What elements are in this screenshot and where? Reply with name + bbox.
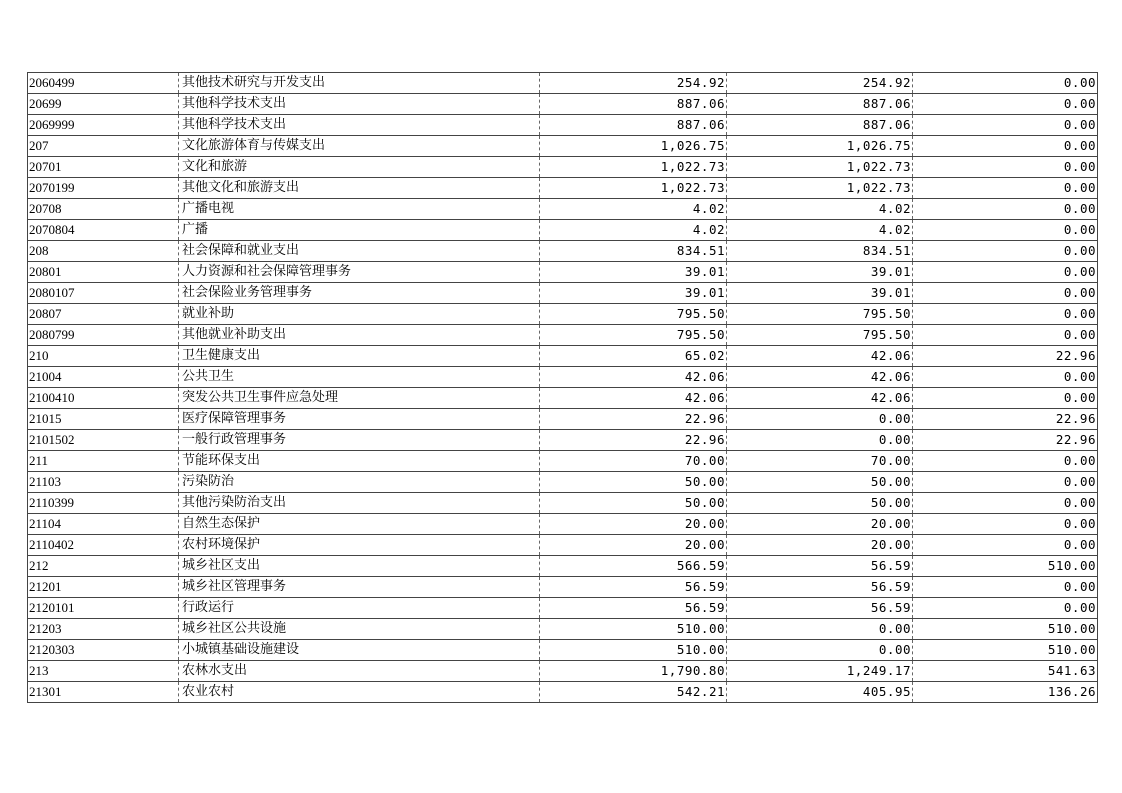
table-row xyxy=(28,430,1098,451)
cell-basic: 887.06 xyxy=(727,115,913,136)
cell-total: 22.96 xyxy=(540,409,727,430)
cell-name: 农林水支出 xyxy=(179,661,540,682)
cell-basic: 70.00 xyxy=(727,451,913,472)
cell-name: 广播电视 xyxy=(179,199,540,220)
table-row xyxy=(28,283,1098,304)
cell-project: 510.00 xyxy=(913,619,1098,640)
cell-project: 0.00 xyxy=(913,220,1098,241)
cell-total: 566.59 xyxy=(540,556,727,577)
cell-name: 城乡社区管理事务 xyxy=(179,577,540,598)
cell-code: 2070804 xyxy=(28,220,179,241)
cell-name: 其他科学技术支出 xyxy=(179,115,540,136)
cell-project: 0.00 xyxy=(913,157,1098,178)
cell-total: 56.59 xyxy=(540,598,727,619)
cell-code: 21203 xyxy=(28,619,179,640)
cell-name: 一般行政管理事务 xyxy=(179,430,540,451)
cell-total: 1,022.73 xyxy=(540,178,727,199)
cell-basic: 42.06 xyxy=(727,346,913,367)
cell-name: 其他科学技术支出 xyxy=(179,94,540,115)
cell-basic: 1,022.73 xyxy=(727,157,913,178)
cell-basic: 887.06 xyxy=(727,94,913,115)
table-row xyxy=(28,220,1098,241)
cell-code: 20708 xyxy=(28,199,179,220)
cell-code: 2120101 xyxy=(28,598,179,619)
cell-total: 834.51 xyxy=(540,241,727,262)
cell-basic: 56.59 xyxy=(727,556,913,577)
cell-name: 污染防治 xyxy=(179,472,540,493)
cell-project: 0.00 xyxy=(913,472,1098,493)
cell-basic: 1,026.75 xyxy=(727,136,913,157)
cell-total: 50.00 xyxy=(540,493,727,514)
cell-basic: 4.02 xyxy=(727,199,913,220)
table-row xyxy=(28,619,1098,640)
cell-total: 795.50 xyxy=(540,325,727,346)
cell-code: 21103 xyxy=(28,472,179,493)
cell-code: 208 xyxy=(28,241,179,262)
table-row xyxy=(28,514,1098,535)
cell-project: 0.00 xyxy=(913,367,1098,388)
cell-code: 20699 xyxy=(28,94,179,115)
cell-code: 20807 xyxy=(28,304,179,325)
cell-code: 20801 xyxy=(28,262,179,283)
cell-name: 文化和旅游 xyxy=(179,157,540,178)
cell-code: 212 xyxy=(28,556,179,577)
cell-code: 21104 xyxy=(28,514,179,535)
table-row xyxy=(28,115,1098,136)
cell-total: 4.02 xyxy=(540,199,727,220)
cell-name: 城乡社区支出 xyxy=(179,556,540,577)
table-row xyxy=(28,73,1098,94)
cell-name: 人力资源和社会保障管理事务 xyxy=(179,262,540,283)
cell-basic: 0.00 xyxy=(727,640,913,661)
table-row xyxy=(28,157,1098,178)
cell-total: 887.06 xyxy=(540,94,727,115)
table-row xyxy=(28,367,1098,388)
table-row xyxy=(28,682,1098,703)
cell-total: 510.00 xyxy=(540,640,727,661)
table-row xyxy=(28,577,1098,598)
cell-basic: 795.50 xyxy=(727,325,913,346)
cell-project: 0.00 xyxy=(913,493,1098,514)
table-row xyxy=(28,304,1098,325)
table-row xyxy=(28,136,1098,157)
cell-total: 4.02 xyxy=(540,220,727,241)
table-body xyxy=(28,73,1098,703)
cell-basic: 405.95 xyxy=(727,682,913,703)
cell-name: 其他就业补助支出 xyxy=(179,325,540,346)
expenditure-table xyxy=(27,72,1098,703)
cell-project: 22.96 xyxy=(913,409,1098,430)
cell-total: 1,790.80 xyxy=(540,661,727,682)
cell-name: 其他技术研究与开发支出 xyxy=(179,73,540,94)
cell-project: 0.00 xyxy=(913,388,1098,409)
cell-code: 20701 xyxy=(28,157,179,178)
cell-basic: 42.06 xyxy=(727,388,913,409)
cell-code: 2069999 xyxy=(28,115,179,136)
cell-total: 20.00 xyxy=(540,514,727,535)
cell-basic: 254.92 xyxy=(727,73,913,94)
cell-code: 21301 xyxy=(28,682,179,703)
cell-name: 小城镇基础设施建设 xyxy=(179,640,540,661)
cell-code: 2110399 xyxy=(28,493,179,514)
table-row xyxy=(28,94,1098,115)
cell-code: 2101502 xyxy=(28,430,179,451)
cell-code: 2110402 xyxy=(28,535,179,556)
cell-basic: 834.51 xyxy=(727,241,913,262)
cell-basic: 795.50 xyxy=(727,304,913,325)
cell-name: 其他文化和旅游支出 xyxy=(179,178,540,199)
cell-total: 22.96 xyxy=(540,430,727,451)
cell-code: 213 xyxy=(28,661,179,682)
cell-project: 0.00 xyxy=(913,241,1098,262)
cell-project: 0.00 xyxy=(913,325,1098,346)
cell-basic: 56.59 xyxy=(727,598,913,619)
cell-basic: 0.00 xyxy=(727,409,913,430)
cell-code: 2080799 xyxy=(28,325,179,346)
cell-name: 医疗保障管理事务 xyxy=(179,409,540,430)
cell-total: 65.02 xyxy=(540,346,727,367)
table-row xyxy=(28,178,1098,199)
cell-total: 1,026.75 xyxy=(540,136,727,157)
table-row xyxy=(28,661,1098,682)
cell-project: 22.96 xyxy=(913,430,1098,451)
cell-name: 农村环境保护 xyxy=(179,535,540,556)
table-row xyxy=(28,472,1098,493)
cell-total: 542.21 xyxy=(540,682,727,703)
cell-project: 0.00 xyxy=(913,178,1098,199)
table-row xyxy=(28,640,1098,661)
cell-name: 社会保障和就业支出 xyxy=(179,241,540,262)
cell-project: 0.00 xyxy=(913,514,1098,535)
table-row xyxy=(28,241,1098,262)
cell-name: 自然生态保护 xyxy=(179,514,540,535)
cell-code: 2100410 xyxy=(28,388,179,409)
cell-project: 136.26 xyxy=(913,682,1098,703)
table-row xyxy=(28,598,1098,619)
cell-code: 2070199 xyxy=(28,178,179,199)
cell-name: 卫生健康支出 xyxy=(179,346,540,367)
cell-project: 0.00 xyxy=(913,535,1098,556)
cell-name: 其他污染防治支出 xyxy=(179,493,540,514)
table-row xyxy=(28,451,1098,472)
cell-total: 20.00 xyxy=(540,535,727,556)
cell-name: 城乡社区公共设施 xyxy=(179,619,540,640)
cell-code: 2080107 xyxy=(28,283,179,304)
cell-project: 0.00 xyxy=(913,283,1098,304)
table-row xyxy=(28,493,1098,514)
cell-project: 0.00 xyxy=(913,304,1098,325)
cell-project: 0.00 xyxy=(913,451,1098,472)
table-row xyxy=(28,262,1098,283)
cell-project: 0.00 xyxy=(913,577,1098,598)
cell-code: 21004 xyxy=(28,367,179,388)
cell-name: 农业农村 xyxy=(179,682,540,703)
cell-basic: 0.00 xyxy=(727,430,913,451)
cell-basic: 56.59 xyxy=(727,577,913,598)
cell-code: 210 xyxy=(28,346,179,367)
cell-name: 公共卫生 xyxy=(179,367,540,388)
cell-total: 795.50 xyxy=(540,304,727,325)
cell-project: 0.00 xyxy=(913,199,1098,220)
cell-code: 21015 xyxy=(28,409,179,430)
table-row xyxy=(28,325,1098,346)
cell-project: 0.00 xyxy=(913,262,1098,283)
table-row xyxy=(28,409,1098,430)
cell-project: 0.00 xyxy=(913,94,1098,115)
cell-basic: 20.00 xyxy=(727,514,913,535)
cell-basic: 39.01 xyxy=(727,262,913,283)
cell-total: 39.01 xyxy=(540,262,727,283)
cell-total: 42.06 xyxy=(540,367,727,388)
table-row xyxy=(28,199,1098,220)
cell-name: 文化旅游体育与传媒支出 xyxy=(179,136,540,157)
table-row xyxy=(28,388,1098,409)
cell-total: 56.59 xyxy=(540,577,727,598)
cell-project: 0.00 xyxy=(913,136,1098,157)
table-row xyxy=(28,535,1098,556)
table-row xyxy=(28,556,1098,577)
cell-total: 887.06 xyxy=(540,115,727,136)
cell-code: 2060499 xyxy=(28,73,179,94)
cell-code: 21201 xyxy=(28,577,179,598)
cell-project: 22.96 xyxy=(913,346,1098,367)
cell-code: 2120303 xyxy=(28,640,179,661)
cell-basic: 42.06 xyxy=(727,367,913,388)
cell-name: 社会保险业务管理事务 xyxy=(179,283,540,304)
cell-project: 0.00 xyxy=(913,598,1098,619)
cell-total: 254.92 xyxy=(540,73,727,94)
cell-name: 广播 xyxy=(179,220,540,241)
cell-basic: 1,022.73 xyxy=(727,178,913,199)
table-row xyxy=(28,346,1098,367)
cell-project: 510.00 xyxy=(913,556,1098,577)
cell-total: 50.00 xyxy=(540,472,727,493)
cell-total: 39.01 xyxy=(540,283,727,304)
cell-project: 0.00 xyxy=(913,73,1098,94)
cell-name: 突发公共卫生事件应急处理 xyxy=(179,388,540,409)
cell-total: 70.00 xyxy=(540,451,727,472)
cell-project: 510.00 xyxy=(913,640,1098,661)
cell-basic: 50.00 xyxy=(727,493,913,514)
cell-code: 211 xyxy=(28,451,179,472)
cell-total: 1,022.73 xyxy=(540,157,727,178)
cell-name: 行政运行 xyxy=(179,598,540,619)
cell-code: 207 xyxy=(28,136,179,157)
cell-name: 就业补助 xyxy=(179,304,540,325)
cell-basic: 0.00 xyxy=(727,619,913,640)
cell-basic: 20.00 xyxy=(727,535,913,556)
cell-project: 541.63 xyxy=(913,661,1098,682)
cell-total: 42.06 xyxy=(540,388,727,409)
cell-basic: 1,249.17 xyxy=(727,661,913,682)
cell-total: 510.00 xyxy=(540,619,727,640)
cell-name: 节能环保支出 xyxy=(179,451,540,472)
cell-basic: 4.02 xyxy=(727,220,913,241)
cell-basic: 50.00 xyxy=(727,472,913,493)
cell-project: 0.00 xyxy=(913,115,1098,136)
cell-basic: 39.01 xyxy=(727,283,913,304)
